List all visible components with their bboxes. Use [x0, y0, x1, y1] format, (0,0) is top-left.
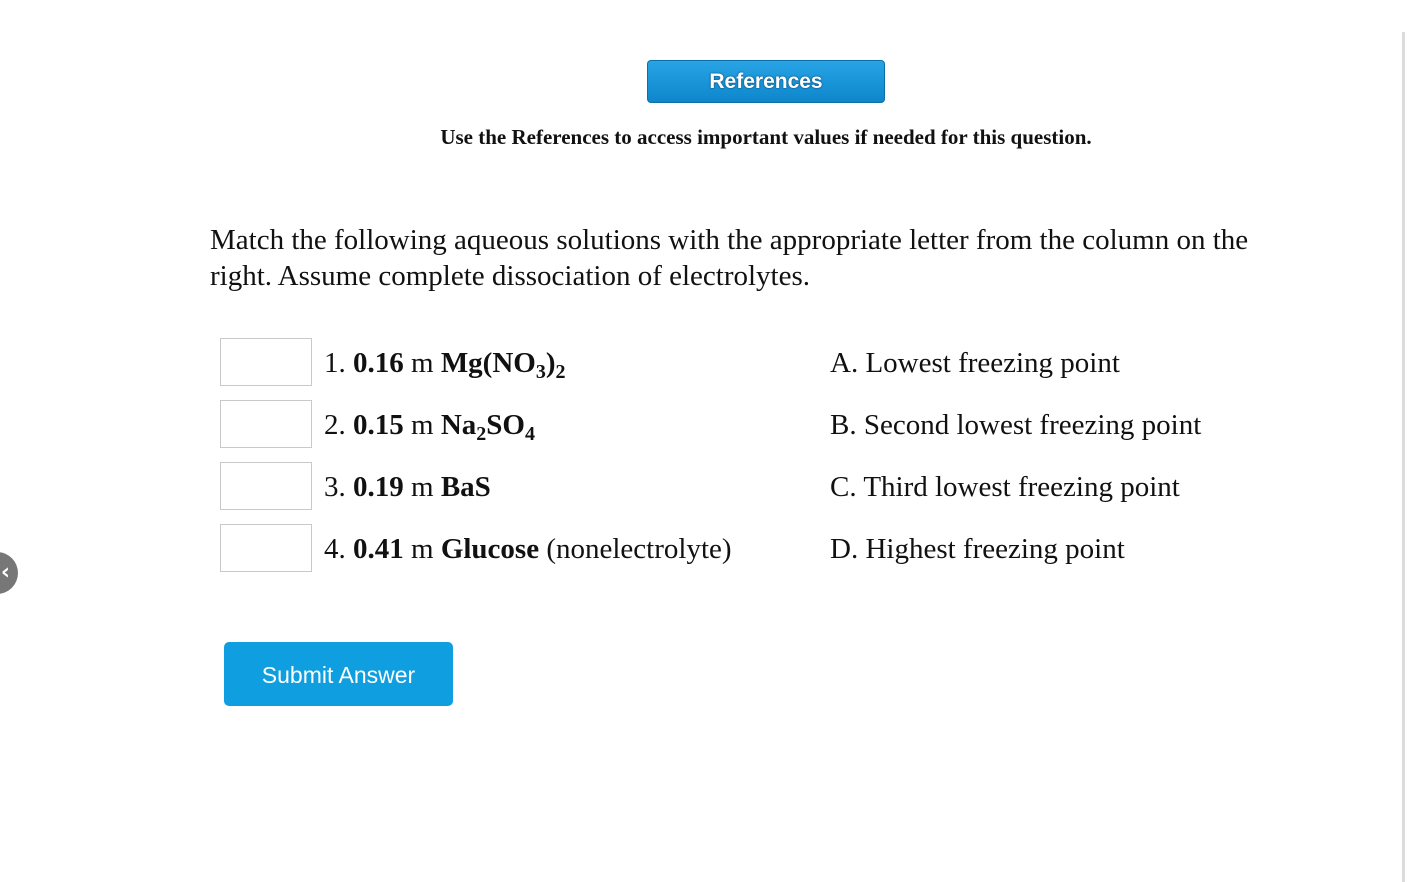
item-unit: m — [411, 533, 434, 565]
answer-box-3[interactable] — [220, 462, 312, 510]
option-d: D. Highest freezing point — [830, 533, 1125, 565]
item-formula: BaS — [440, 471, 491, 503]
item-note: (nonelectrolyte) — [546, 533, 732, 565]
item-number: 1. — [324, 347, 346, 379]
solution-item-1 — [324, 345, 566, 381]
option-b: B. Second lowest freezing point — [830, 409, 1202, 441]
option-c: C. Third lowest freezing point — [830, 471, 1180, 503]
solution-item-3 — [324, 469, 491, 505]
item-formula: $Na_2SO_4$ — [440, 409, 535, 445]
submit-answer-button[interactable]: Submit Answer — [224, 642, 453, 706]
answer-box-4[interactable] — [220, 524, 312, 572]
item-number: 2. — [324, 409, 346, 441]
references-button[interactable]: References — [647, 60, 885, 103]
chevron-left-icon: ‹ — [0, 560, 10, 585]
item-number: 3. — [324, 471, 346, 503]
answer-box-1[interactable] — [220, 338, 312, 386]
item-concentration: 0.19 — [353, 471, 404, 503]
page-edge-divider — [1402, 32, 1405, 882]
solution-item-4 — [324, 531, 732, 567]
item-unit: m — [411, 347, 434, 379]
question-instructions: Match the following aqueous solutions with the appropriate letter from the column on the right. Assume complete dissociation of electrolytes. — [210, 224, 1249, 292]
item-unit: m — [411, 471, 434, 503]
item-concentration: 0.41 — [353, 533, 404, 565]
item-unit: m — [411, 409, 434, 441]
reference-note: Use the References to access important values if needed for this question. — [440, 125, 1092, 149]
option-a: A. Lowest freezing point — [830, 347, 1120, 379]
item-formula: $Mg(NO_3)_2$ — [440, 347, 566, 383]
answer-box-2[interactable] — [220, 400, 312, 448]
item-concentration: 0.16 — [353, 347, 404, 379]
item-number: 4. — [324, 533, 346, 565]
item-concentration: 0.15 — [353, 409, 404, 441]
previous-nav[interactable] — [0, 552, 18, 594]
item-formula: Glucose — [440, 533, 540, 565]
solution-item-2 — [324, 407, 535, 443]
